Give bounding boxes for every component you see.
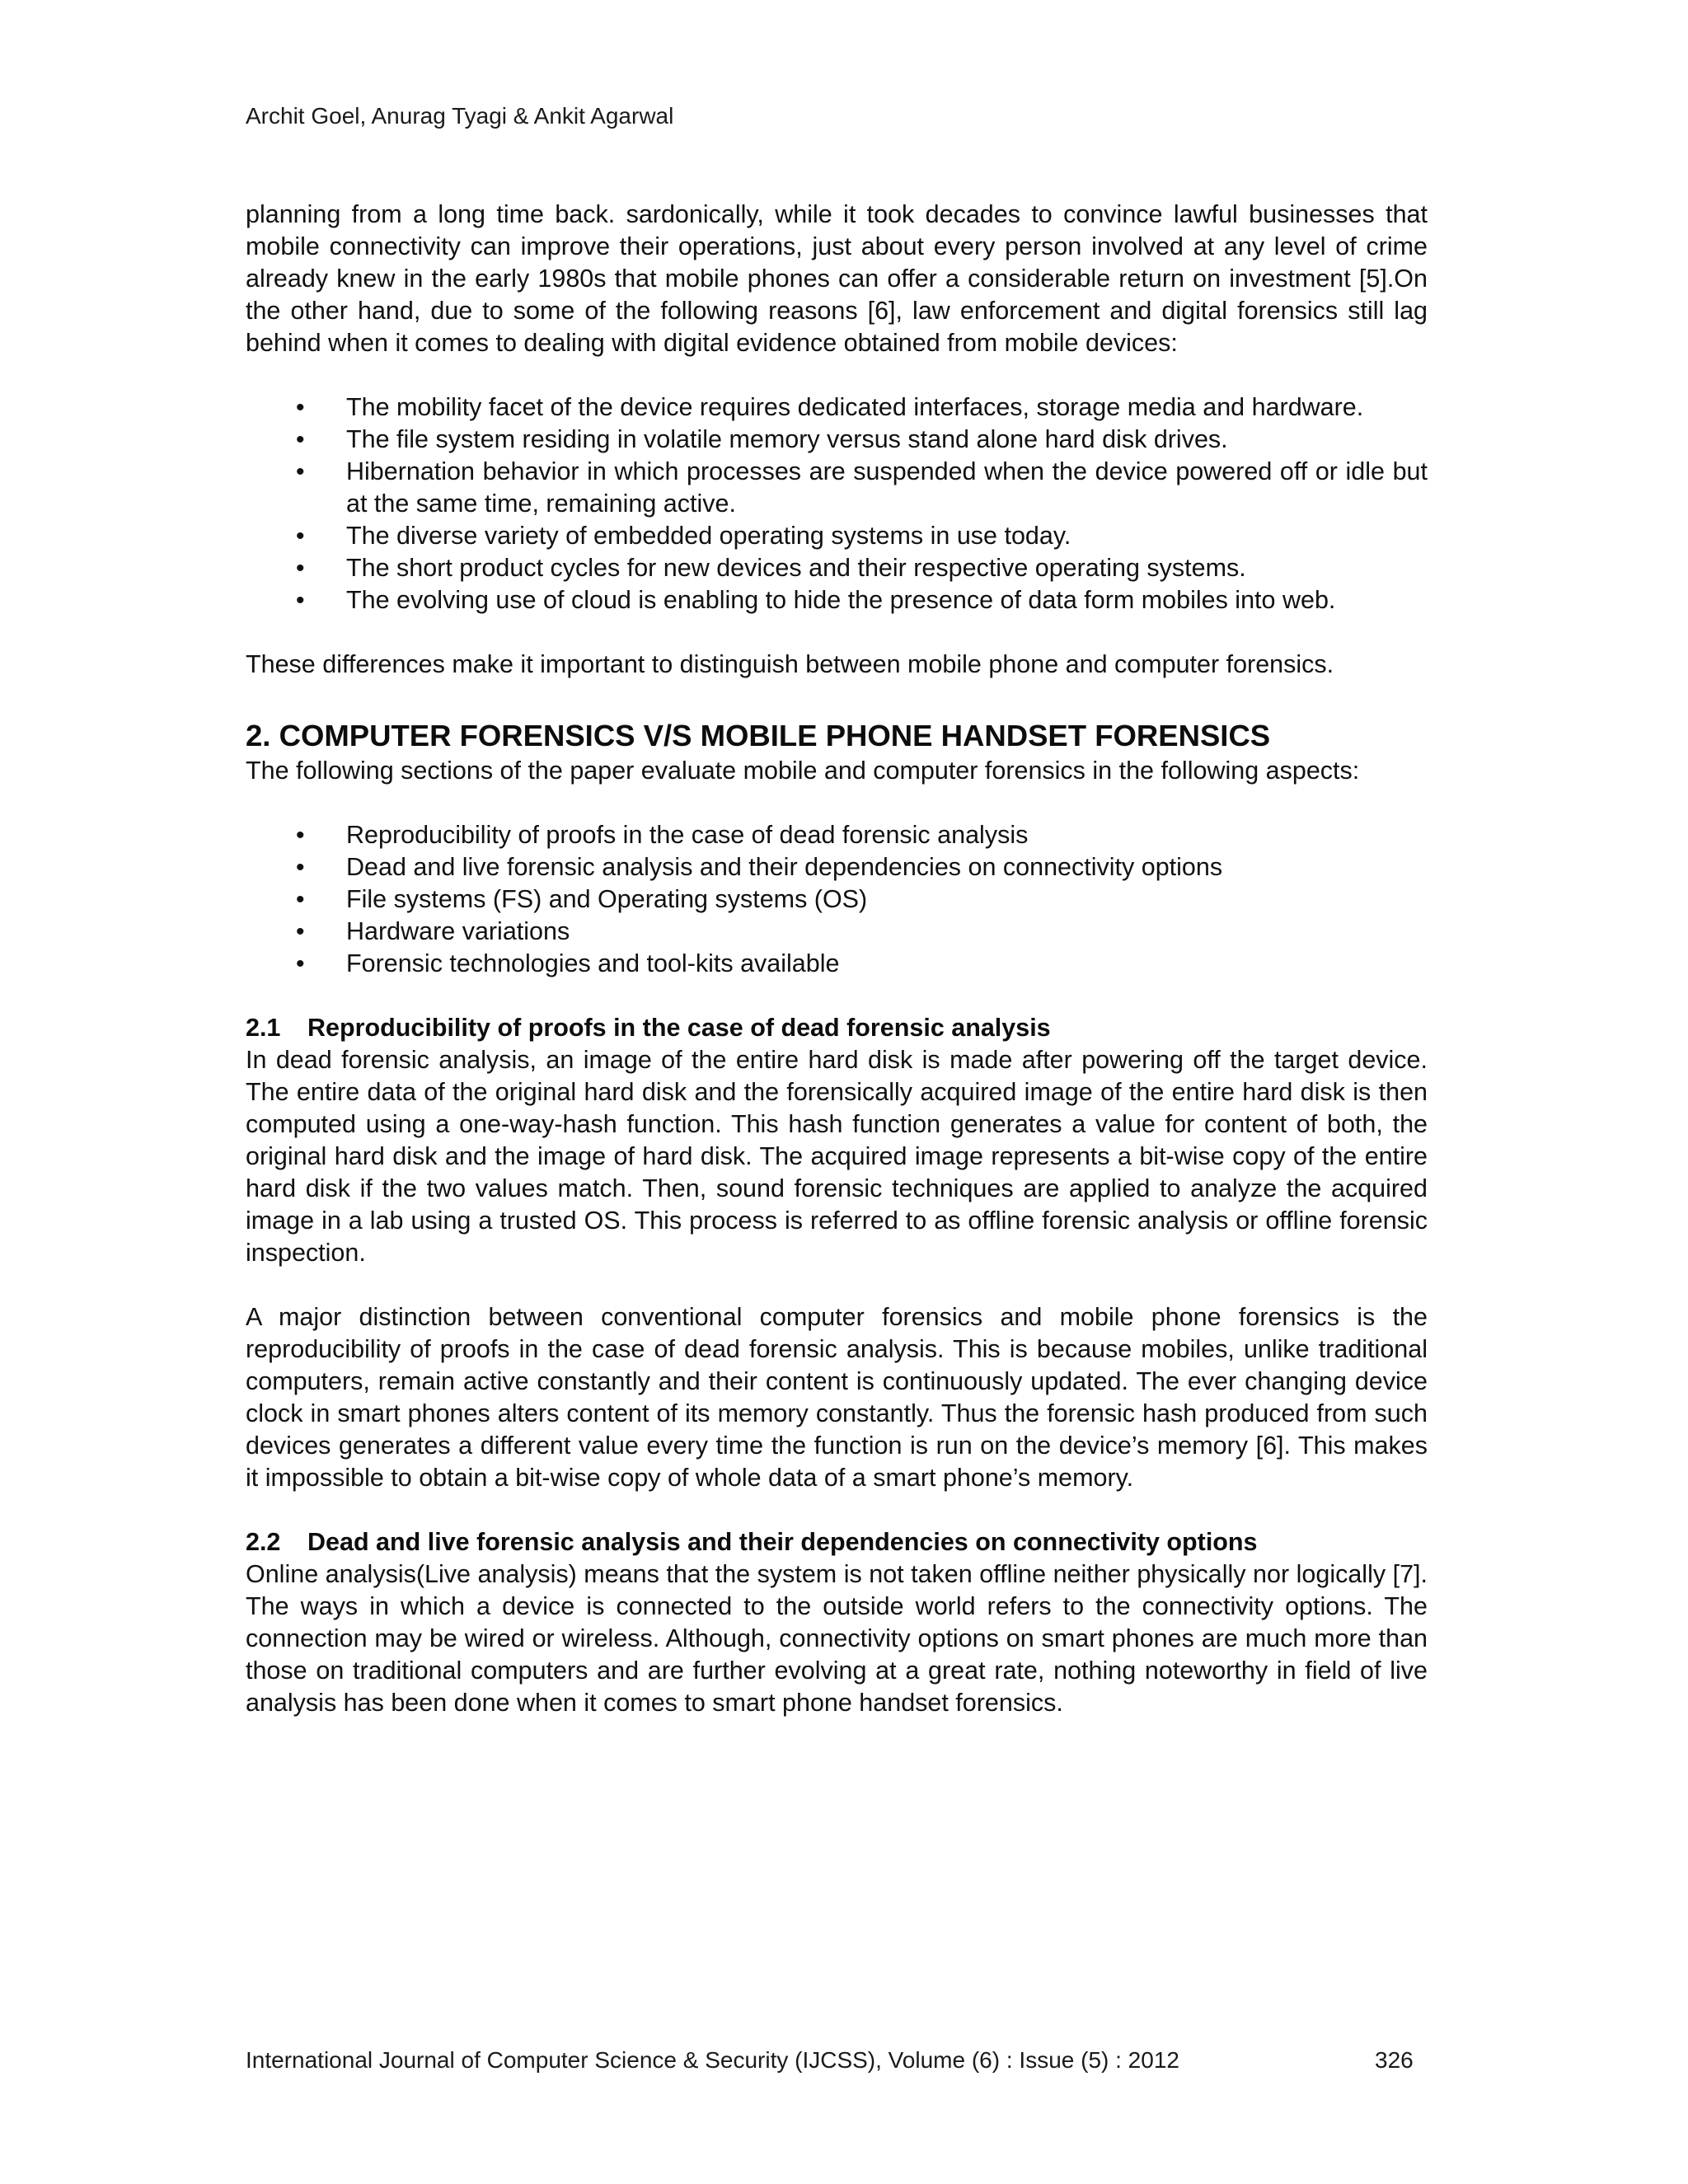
section-2-heading: 2. COMPUTER FORENSICS V/S MOBILE PHONE HANDSET FORENSICS — [246, 719, 1271, 752]
section-number: 2.2 — [246, 1528, 281, 1556]
bullet-icon: • — [296, 822, 305, 849]
list-item: • Hibernation behavior in which processes are suspended when the device powered off or idle but at the same time, remaining active. — [296, 457, 1428, 518]
section-2-1-heading — [246, 1012, 1428, 1044]
bullet-icon: • — [296, 950, 305, 977]
bullet-icon: • — [296, 555, 305, 582]
bullet-icon: • — [296, 523, 305, 550]
bullet-icon: • — [296, 918, 305, 945]
section-2-2-heading — [246, 1526, 1428, 1558]
aspects-bullet-list — [246, 819, 1428, 980]
bullet-icon: • — [296, 458, 305, 485]
bullet-icon: • — [296, 394, 305, 421]
list-item: • The mobility facet of the device requires dedicated interfaces, storage media and hardware. — [246, 391, 1428, 424]
page-body — [246, 199, 1428, 1719]
list-item: • The file system residing in volatile memory versus stand alone hard disk drives. — [246, 424, 1428, 456]
section-2-intro: The following sections of the paper evaluate mobile and computer forensics in the following aspects: — [246, 757, 1360, 785]
bullet-icon: • — [296, 854, 305, 881]
bullet-icon: • — [296, 886, 305, 913]
running-header-authors: Archit Goel, Anurag Tyagi & Ankit Agarwal — [246, 103, 674, 129]
reasons-bullet-list — [246, 391, 1428, 616]
bullet-icon: • — [296, 426, 305, 453]
differences-paragraph: These differences make it important to distinguish between mobile phone and computer forensics. — [246, 650, 1334, 678]
list-item: • The diverse variety of embedded operating systems in use today. — [246, 520, 1428, 552]
section-number: 2.1 — [246, 1014, 281, 1042]
list-item: • The evolving use of cloud is enabling to hide the presence of data form mobiles into web. — [246, 584, 1428, 616]
list-item: • Hardware variations — [246, 916, 1428, 948]
section-2-2-paragraph-1: Online analysis(Live analysis) means that the system is not taken offline neither physically nor logically [7]. The ways in which a device is connected to the outside world refers to the connectivity options. The connection may be wired or wireless. Although, connectivity options on smart phones are much more than those on traditional computers and are further evolving at a great rate, nothing noteworthy in field of live analysis has been done when it comes to smart phone handset forensics. — [246, 1560, 1428, 1717]
section-title: Dead and live forensic analysis and their dependencies on connectivity options — [307, 1528, 1258, 1556]
bullet-icon: • — [296, 587, 305, 614]
section-title: Reproducibility of proofs in the case of dead forensic analysis — [307, 1014, 1051, 1042]
list-item: • Reproducibility of proofs in the case of dead forensic analysis — [246, 819, 1428, 851]
intro-paragraph: planning from a long time back. sardonically, while it took decades to convince lawful businesses that mobile connectivity can improve their operations, just about every person involved at any level of crime already knew in the early 1980s that mobile phones can offer a considerable return on investment [5].On the other hand, due to some of the following reasons [6], law enforcement and digital forensics still lag behind when it comes to dealing with digital evidence obtained from mobile devices: — [246, 200, 1428, 357]
list-item: • File systems (FS) and Operating systems (OS) — [246, 883, 1428, 916]
section-2-1-paragraph-2: A major distinction between conventional computer forensics and mobile phone forensics is the reproducibility of proofs in the case of dead forensic analysis. This is because mobiles, unlike traditional computers, remain active constantly and their content is continuously updated. The ever changing device clock in smart phones alters content of its memory constantly. Thus the forensic hash produced from such devices generates a different value every time the function is run on the device’s memory [6]. This makes it impossible to obtain a bit-wise copy of whole data of a smart phone’s memory. — [246, 1303, 1428, 1492]
list-item: • Forensic technologies and tool-kits available — [246, 948, 1428, 980]
list-item: • The short product cycles for new devices and their respective operating systems. — [246, 552, 1428, 584]
list-item: • Dead and live forensic analysis and their dependencies on connectivity options — [246, 851, 1428, 883]
section-2-1-paragraph-1: In dead forensic analysis, an image of the entire hard disk is made after powering off the target device. The entire data of the original hard disk and the forensically acquired image of the entire hard disk is then computed using a one-way-hash function. This hash function generates a value for content of both, the original hard disk and the image of hard disk. The acquired image represents a bit-wise copy of the entire hard disk if the two values match. Then, sound forensic techniques are applied to analyze the acquired image in a lab using a trusted OS. This process is referred to as offline forensic analysis or offline forensic inspection. — [246, 1046, 1428, 1267]
journal-citation: International Journal of Computer Science & Security (IJCSS), Volume (6) : Issue (5) : 2012 — [246, 2047, 1179, 2073]
page-number: 326 — [1375, 2047, 1414, 2073]
